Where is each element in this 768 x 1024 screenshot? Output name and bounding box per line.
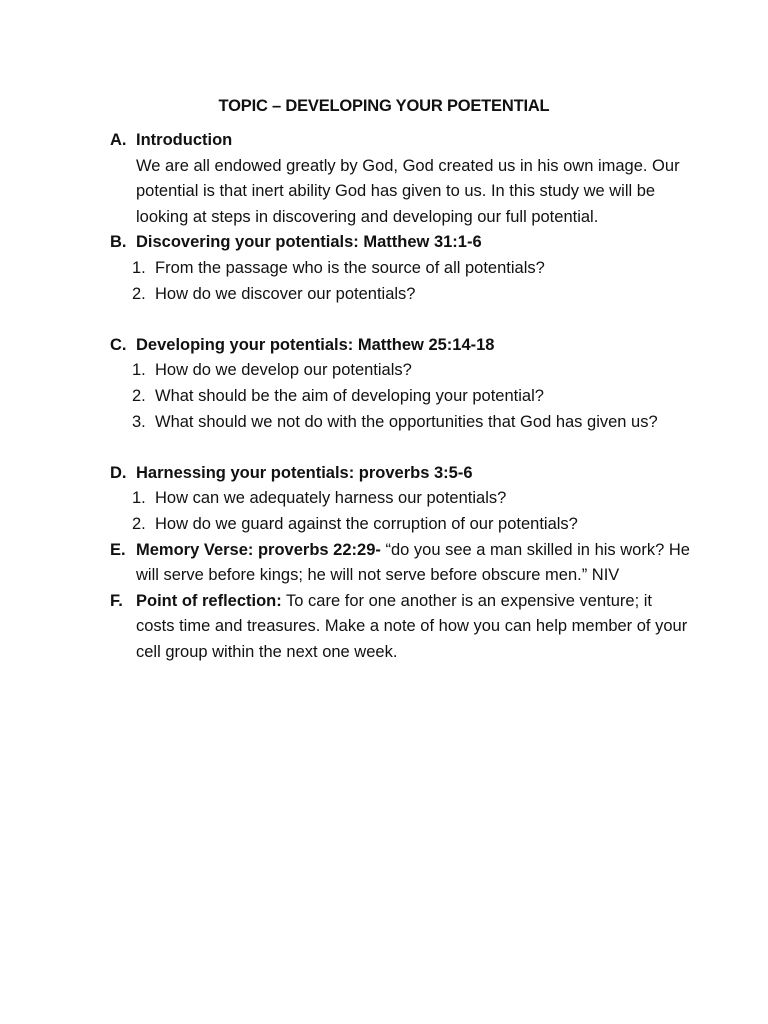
question-text: How do we guard against the corruption of our potentials? [155, 514, 578, 533]
question-list-harnessing [110, 486, 690, 537]
section-heading: Discovering your potentials: Matthew 31:1-6 [136, 233, 482, 252]
list-item [110, 486, 690, 512]
section-introduction [110, 128, 690, 230]
section-developing [110, 333, 690, 359]
page-title: TOPIC – DEVELOPING YOUR POETENTIAL [218, 97, 550, 115]
question-list-discovering [110, 256, 690, 307]
list-item [110, 384, 690, 410]
section-heading: Developing your potentials: Matthew 25:14-18 [136, 335, 495, 354]
section-harnessing [110, 461, 690, 487]
section-heading: Harnessing your potentials: proverbs 3:5-6 [136, 463, 473, 482]
question-text: What should be the aim of developing your potential? [155, 386, 544, 405]
list-item [110, 256, 690, 282]
section-heading: Introduction [136, 131, 233, 149]
question-number: 2. [132, 386, 146, 405]
section-body: We are all endowed greatly by God, God created us in his own image. Our potential is that inert ability God has given to us. In this study we will be looking at steps in discovering and developing our full potential. [136, 156, 680, 226]
question-number: 1. [132, 489, 146, 508]
question-number: 3. [132, 412, 146, 431]
question-number: 1. [132, 361, 146, 380]
list-item [110, 282, 690, 308]
section-heading: Memory Verse: proverbs 22:29- [136, 540, 381, 559]
question-text: What should we not do with the opportunities that God has given us? [155, 412, 658, 431]
section-discovering [110, 230, 690, 256]
question-text: From the passage who is the source of all potentials? [155, 258, 545, 277]
section-memory-verse [110, 538, 690, 589]
section-letter: F. [110, 591, 123, 610]
question-text: How can we adequately harness our potentials? [155, 489, 507, 508]
section-point-of-reflection [110, 589, 690, 666]
document-body [110, 128, 690, 665]
list-item [110, 512, 690, 538]
question-number: 2. [132, 514, 146, 533]
section-heading: Point of reflection: [136, 591, 282, 610]
spacer [110, 307, 690, 333]
section-letter: D. [110, 463, 127, 482]
question-number: 1. [132, 258, 146, 277]
question-number: 2. [132, 284, 146, 303]
section-letter: E. [110, 540, 126, 559]
list-item [110, 410, 690, 436]
list-item [110, 358, 690, 384]
section-letter: B. [110, 233, 127, 252]
section-letter: A. [110, 131, 127, 149]
section-letter: C. [110, 335, 127, 354]
section-body: To care for one another is an expensive venture; it costs time and treasures. Make a note of how you can help member of your cell group within the next one week. [136, 591, 688, 661]
question-text: How do we discover our potentials? [155, 284, 416, 303]
section-body: “do you see a man skilled in his work? He will serve before kings; he will not serve before obscure men.” NIV [136, 540, 690, 585]
spacer [110, 435, 690, 461]
question-list-developing [110, 358, 690, 435]
question-text: How do we develop our potentials? [155, 361, 412, 380]
